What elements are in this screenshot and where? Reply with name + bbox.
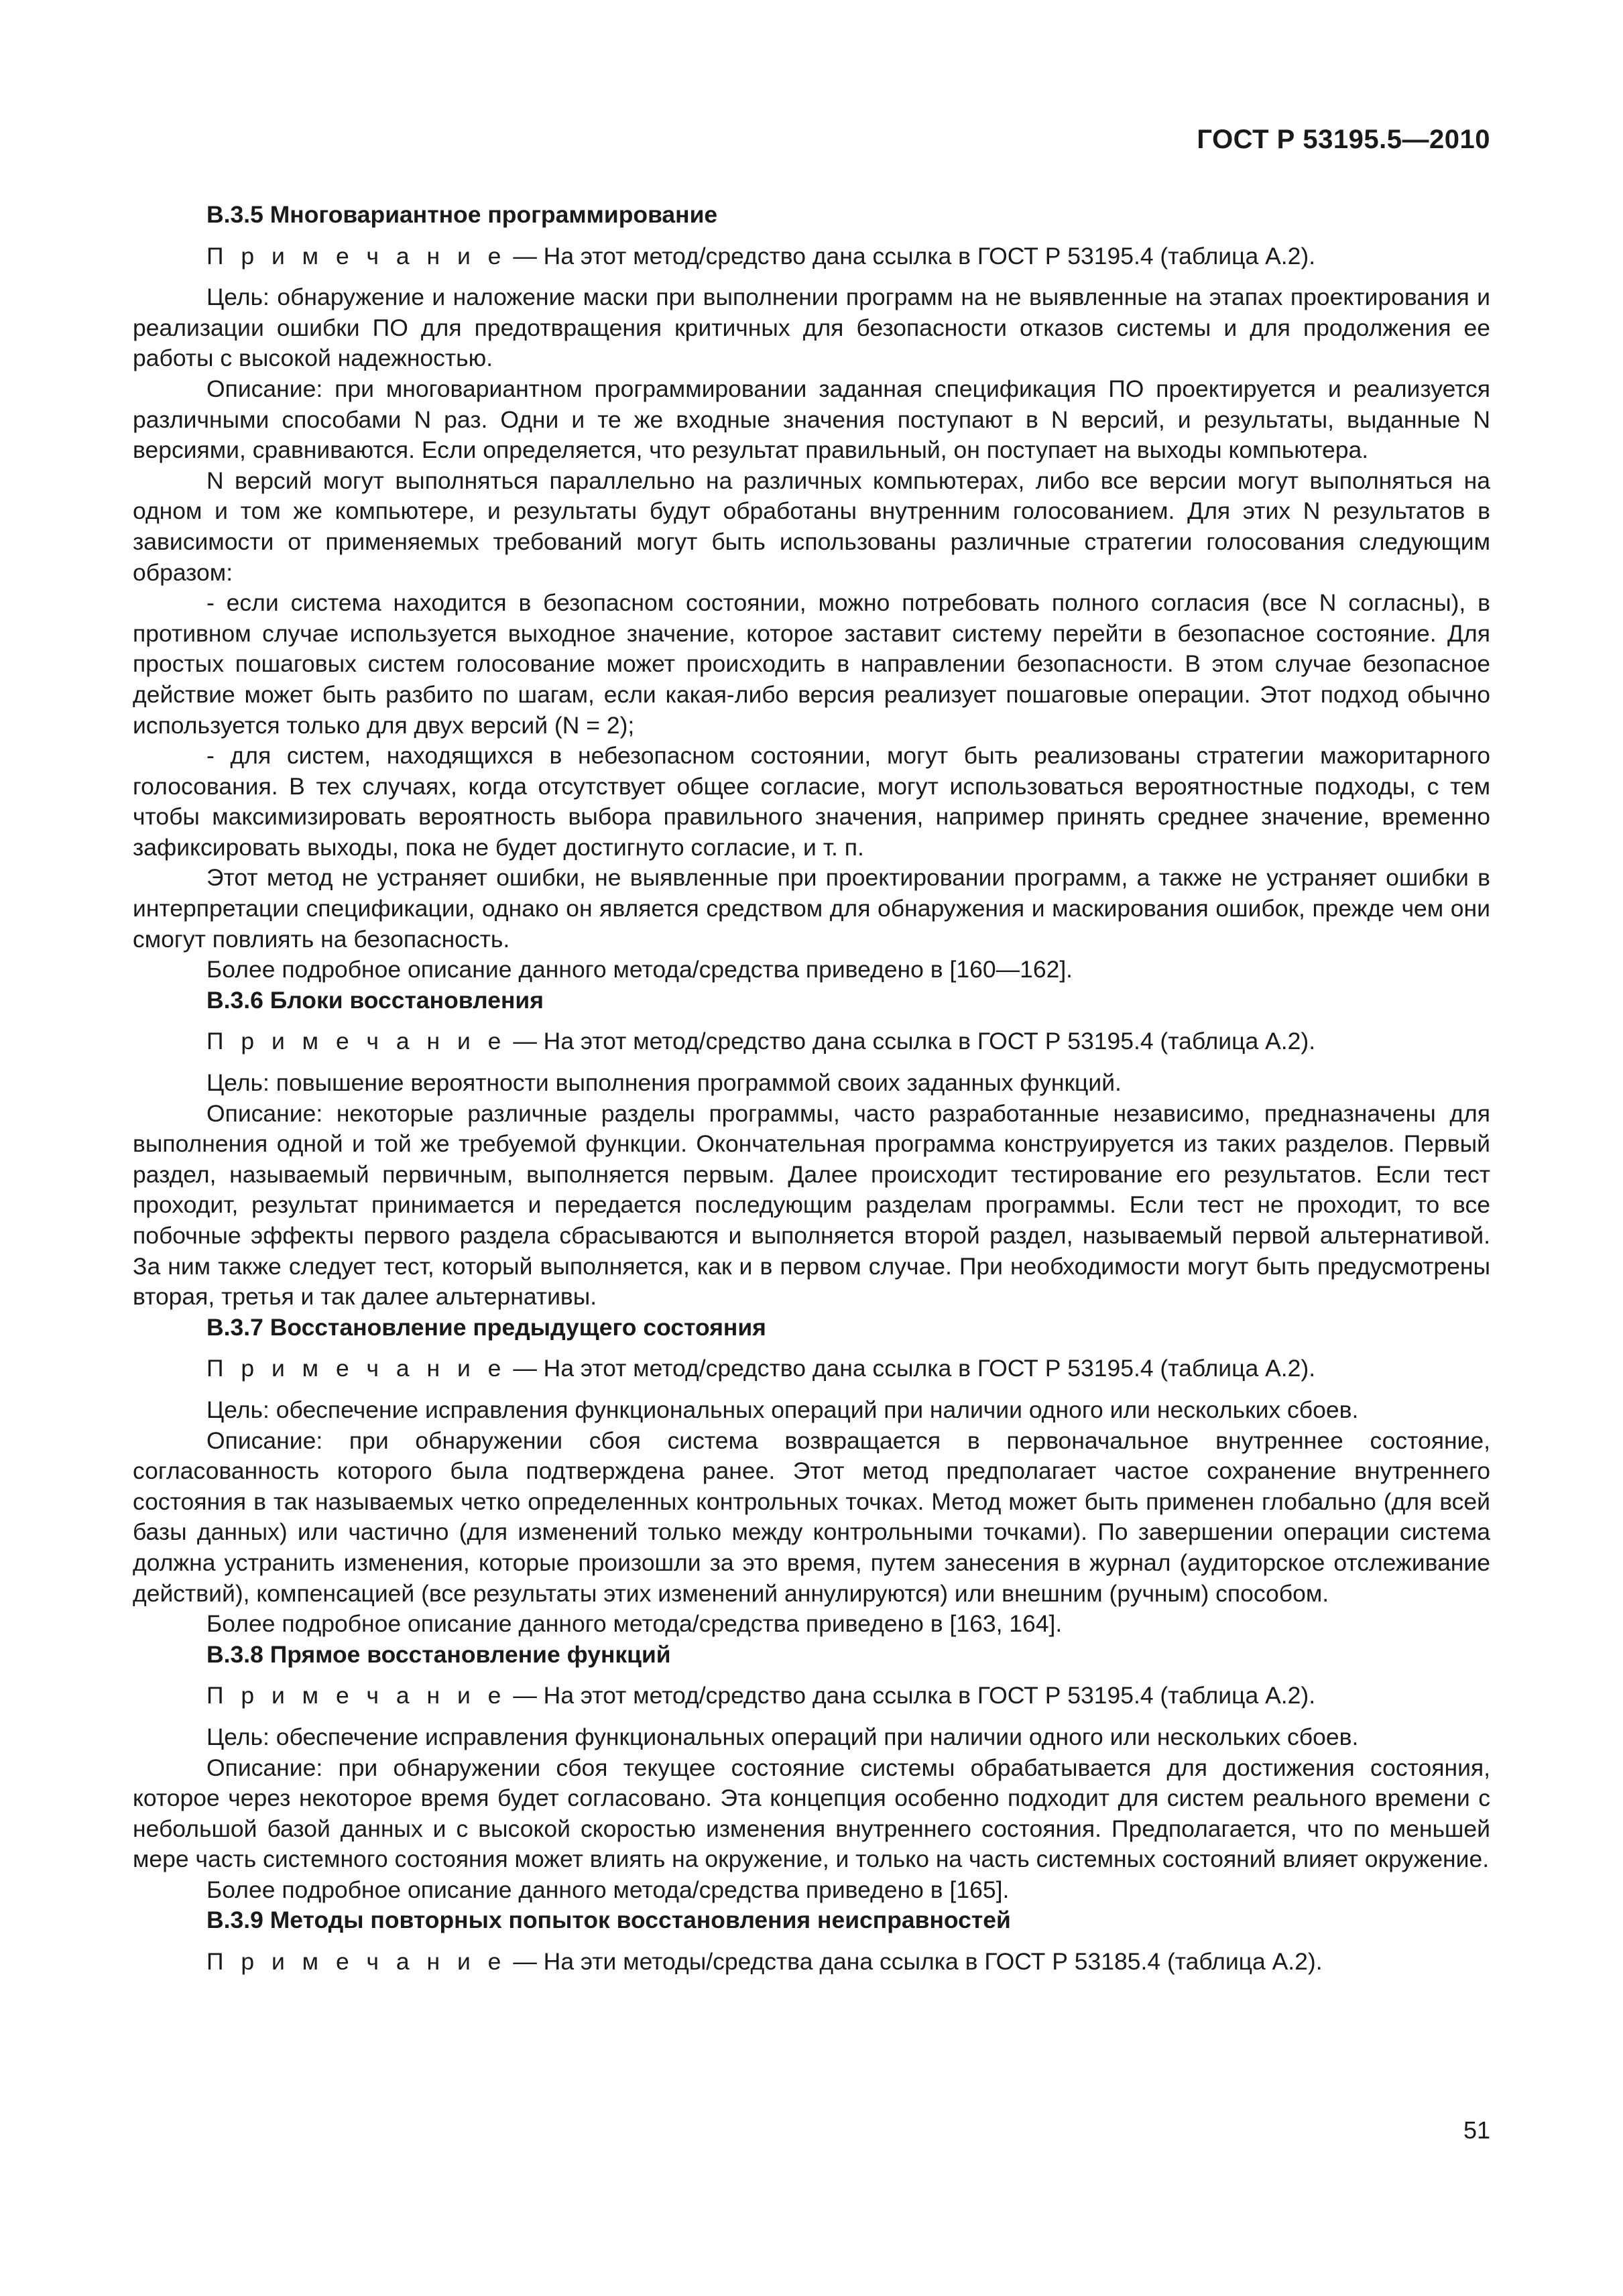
note-text: — На этот метод/средство дана ссылка в ГОСТ Р 53195.4 (таблица А.2). [513, 242, 1316, 269]
paragraph: Цель: обнаружение и наложение маски при выполнении программ на не выявленные на этапах проектирования и реализации ошибки ПО для предотвращения критичных для безопасности отказов системы и для продолжения ее работы с высокой надежностью. [133, 284, 1490, 372]
note-label: П р и м е ч а н и е [206, 1028, 507, 1055]
paragraph: Более подробное описание данного метода/средства приведено в [160—162]. [206, 956, 1073, 983]
paragraph: Более подробное описание данного метода/средства приведено в [165]. [206, 1876, 1010, 1903]
paragraph: N версий могут выполняться параллельно на различных компьютерах, либо все версии могут выполняться на одном и том же компьютере, и результаты будут обработаны внутренним голосованием. Для этих N результатов в зависимости от применяемых требований могут быть использованы различные стратегии голосования следующим образом: [133, 467, 1490, 586]
note-label: П р и м е ч а н и е [206, 1948, 507, 1976]
section-note [133, 1947, 1490, 1978]
section-note [133, 241, 1490, 272]
paragraph: - для систем, находящихся в небезопасном состоянии, могут быть реализованы стратегии мажоритарного голосования. В тех случаях, когда отсутствует общее согласие, могут использоваться вероятностные подходы, с тем чтобы максимизировать вероятность выбора правильного значения, например принять среднее значение, временно зафиксировать выходы, пока не будет достигнуто согласие, и т. п. [133, 742, 1490, 861]
note-text: — На этот метод/средство дана ссылка в ГОСТ Р 53195.4 (таблица А.2). [513, 1682, 1316, 1709]
section-heading: В.3.9 Методы повторных попыток восстановления неисправностей [206, 1907, 1011, 1934]
paragraph: Цель: повышение вероятности выполнения программой своих заданных функций. [206, 1069, 1122, 1097]
paragraph: Этот метод не устраняет ошибки, не выявленные при проектировании программ, а также не устраняет ошибки в интерпретации спецификации, однако он является средством для обнаружения и маскирования ошибок, прежде чем они смогут повлиять на безопасность. [133, 864, 1490, 953]
note-label: П р и м е ч а н и е [206, 1682, 507, 1709]
page-number: 51 [1463, 2116, 1490, 2144]
paragraph: Более подробное описание данного метода/средства приведено в [163, 164]. [206, 1610, 1063, 1638]
section-note [133, 1353, 1490, 1384]
section-heading: В.3.8 Прямое восстановление функций [206, 1640, 671, 1668]
paragraph: Цель: обеспечение исправления функциональных операций при наличии одного или нескольких сбоев. [206, 1723, 1359, 1750]
document-body [133, 200, 1490, 1988]
note-text: — На эти методы/средства дана ссылка в ГОСТ Р 53185.4 (таблица А.2). [513, 1948, 1323, 1976]
section-heading: В.3.6 Блоки восстановления [206, 986, 544, 1014]
paragraph: - если система находится в безопасном состоянии, можно потребовать полного согласия (все N согласны), в противном случае используется выходное значение, которое заставит систему перейти в безопасное состояние. Для простых пошаговых систем голосование может происходить в направлении безопасности. В этом случае безопасное действие может быть разбито по шагам, если какая-либо версия реализует пошаговые операции. Этот подход обычно используется только для двух версий (N = 2); [133, 589, 1490, 739]
paragraph: Описание: некоторые различные разделы программы, часто разработанные независимо, предназначены для выполнения одной и той же требуемой функции. Окончательная программа конструируется из таких разделов. Первый раздел, называемый первичным, выполняется первым. Далее происходит тестирование его результатов. Если тест проходит, результат принимается и передается последующим разделам программы. Если тест не проходит, то все побочные эффекты первого раздела сбрасываются и выполняется второй раздел, называемый первой альтернативой. За ним также следует тест, который выполняется, как и в первом случае. При необходимости могут быть предусмотрены вторая, третья и так далее альтернативы. [133, 1099, 1490, 1311]
section-heading: В.3.7 Восстановление предыдущего состояния [206, 1313, 766, 1341]
section-note [133, 1681, 1490, 1711]
paragraph: Описание: при обнаружении сбоя система возвращается в первоначальное внутреннее состояние, согласованность которого была подтверждена ранее. Этот метод предполагает частое сохранение внутреннего состояния в так называемых четко определенных контрольных точках. Метод может быть применен глобально (для всей базы данных) или частично (для изменений только между контрольными точками). По завершении операции система должна устранить изменения, которые произошли за это время, путем занесения в журнал (аудиторское отслеживание действий), компенсацией (все результаты этих изменений аннулируются) или внешним (ручным) способом. [133, 1427, 1490, 1607]
note-text: — На этот метод/средство дана ссылка в ГОСТ Р 53195.4 (таблица А.2). [513, 1028, 1316, 1055]
note-label: П р и м е ч а н и е [206, 1355, 507, 1382]
paragraph: Описание: при многовариантном программировании заданная спецификация ПО проектируется и реализуется различными способами N раз. Одни и те же входные значения поступают в N версий, и результаты, выданные N версиями, сравниваются. Если определяется, что результат правильный, он поступает на выходы компьютера. [133, 375, 1490, 464]
section-note [133, 1026, 1490, 1057]
paragraph: Описание: при обнаружении сбоя текущее состояние системы обрабатывается для достижения состояния, которое через некоторое время будет согласовано. Эта концепция особенно подходит для систем реального времени с небольшой базой данных и с высокой скоростью изменения внутреннего состояния. Предполагается, что по меньшей мере часть системного состояния может влиять на окружение, и только на часть системных состояний влияет окружение. [133, 1754, 1490, 1873]
document-id-header: ГОСТ Р 53195.5—2010 [1197, 125, 1490, 154]
note-text: — На этот метод/средство дана ссылка в ГОСТ Р 53195.4 (таблица А.2). [513, 1355, 1316, 1382]
note-label: П р и м е ч а н и е [206, 242, 507, 269]
paragraph: Цель: обеспечение исправления функциональных операций при наличии одного или нескольких сбоев. [206, 1396, 1359, 1423]
section-heading: В.3.5 Многовариантное программирование [206, 201, 718, 228]
